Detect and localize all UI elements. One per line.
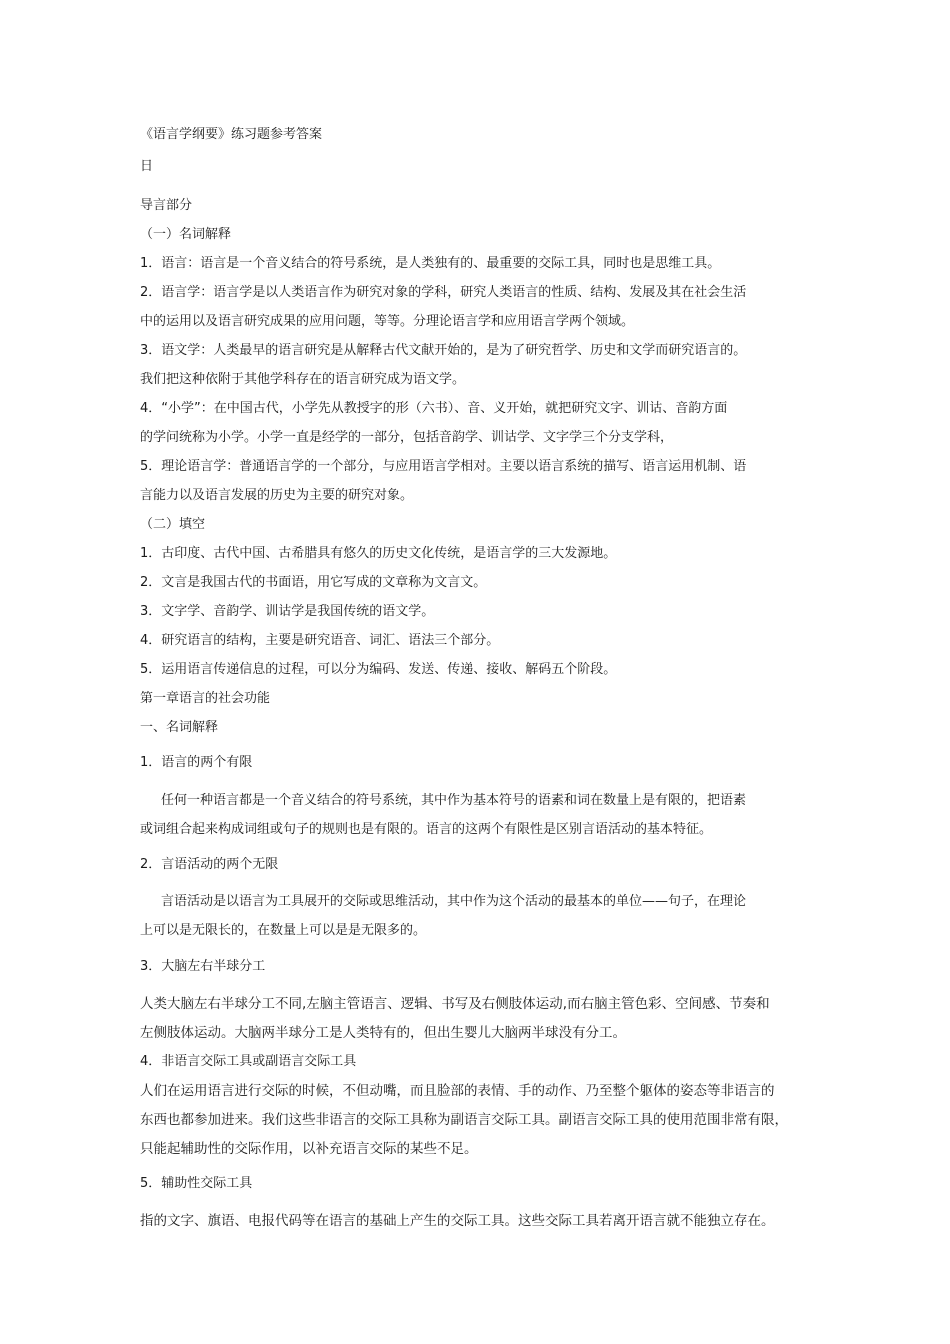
intro-fill-line: 4．研究语言的结构，主要是研究语音、词汇、语法三个部分。	[140, 633, 500, 648]
intro-section2-heading: （二）填空	[140, 517, 206, 532]
item1-line: 任何一种语言都是一个音义结合的符号系统，其中作为基本符号的语素和词在数量上是有限的，把语素	[161, 793, 747, 808]
item4-line: 东西也都参加进来。我们这些非语言的交际工具称为副语言交际工具。副语言交际工具的使用范围非常有限，	[140, 1112, 788, 1128]
item3-line: 左侧肢体运动。大脑两半球分工是人类特有的，但出生婴儿大脑两半球没有分工。	[140, 1025, 626, 1041]
item2-line: 上可以是无限长的，在数量上可以是是无限多的。	[140, 923, 427, 938]
item5-line: 指的文字、旗语、电报代码等在语言的基础上产生的交际工具。这些交际工具若离开语言就不能独立存在。	[140, 1213, 775, 1229]
intro-def-line: 1．语言：语言是一个音义结合的符号系统，是人类独有的、最重要的交际工具，同时也是思维工具。	[140, 256, 721, 271]
intro-def-line: 3．语文学：人类最早的语言研究是从解释古代文献开始的，是为了研究哲学、历史和文学而研究语言的。	[140, 343, 747, 358]
intro-def-line: 的学问统称为小学。小学一直是经学的一部分，包括音韵学、训诂学、文字学三个分支学科，	[140, 430, 674, 445]
intro-section1-heading: （一）名词解释	[140, 227, 232, 242]
intro-def-line: 中的运用以及语言研究成果的应用问题，等等。分理论语言学和应用语言学两个领域。	[140, 314, 635, 329]
date-mark: 日	[140, 159, 154, 174]
item2-line: 言语活动是以语言为工具展开的交际或思维活动，其中作为这个活动的最基本的单位——句子，在理论	[161, 894, 747, 909]
item2-title: 2．言语活动的两个无限	[140, 857, 279, 872]
intro-fill-line: 5．运用语言传递信息的过程，可以分为编码、发送、传递、接收、解码五个阶段。	[140, 662, 617, 677]
item4-line: 只能起辅助性的交际作用，以补充语言交际的某些不足。	[140, 1141, 478, 1157]
intro-def-line: 言能力以及语言发展的历史为主要的研究对象。	[140, 488, 414, 503]
item3-line: 人类大脑左右半球分工不同,左脑主管语言、逻辑、书写及右侧肢体运动,而右脑主管色彩、空间感、节奏和	[140, 996, 770, 1012]
chapter1-heading: 第一章语言的社会功能	[140, 691, 271, 706]
item4-title: 4．非语言交际工具或副语言交际工具	[140, 1054, 357, 1069]
intro-heading: 导言部分	[140, 198, 193, 213]
item4-line: 人们在运用语言进行交际的时候，不但动嘴，而且脸部的表情、手的动作、乃至整个躯体的姿态等非语言的	[140, 1083, 775, 1099]
item3-title: 3．大脑左右半球分工	[140, 959, 266, 974]
item5-title: 5．辅助性交际工具	[140, 1176, 253, 1191]
item1-line: 或词组合起来构成词组或句子的规则也是有限的。语言的这两个有限性是区别言语活动的基本特征。	[140, 822, 713, 837]
intro-def-line: 5．理论语言学：普通语言学的一个部分，与应用语言学相对。主要以语言系统的描写、语言运用机制、语	[140, 459, 747, 474]
intro-fill-line: 3．文字学、音韵学、训诂学是我国传统的语文学。	[140, 604, 435, 619]
item1-title: 1．语言的两个有限	[140, 755, 253, 770]
intro-def-line: 我们把这种依附于其他学科存在的语言研究成为语文学。	[140, 372, 466, 387]
intro-def-line: 2．语言学：语言学是以人类语言作为研究对象的学科，研究人类语言的性质、结构、发展及其在社会生活	[140, 285, 747, 300]
document-title: 《语言学纲要》练习题参考答案	[140, 127, 323, 142]
intro-fill-line: 2．文言是我国古代的书面语，用它写成的文章称为文言文。	[140, 575, 487, 590]
chapter1-section1-heading: 一、名词解释	[140, 720, 219, 735]
intro-def-line: 4．“小学”：在中国古代，小学先从教授字的形（六书）、音、义开始，就把研究文字、训诂、音韵方面	[140, 401, 728, 416]
intro-fill-line: 1．古印度、古代中国、古希腊具有悠久的历史文化传统，是语言学的三大发源地。	[140, 546, 617, 561]
